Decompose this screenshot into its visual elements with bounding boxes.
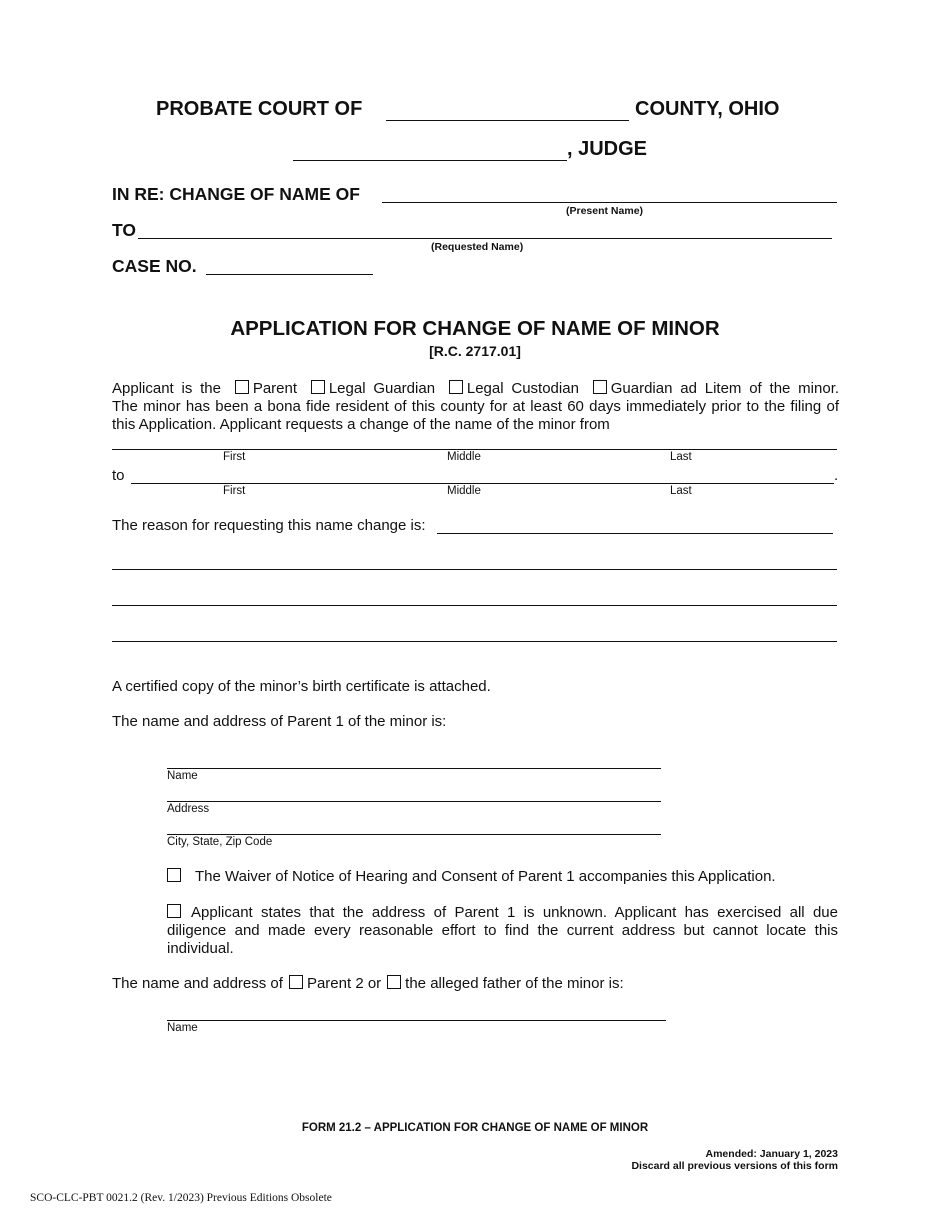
parent2-name-field[interactable] [167, 1020, 666, 1021]
parent1-city-field[interactable] [167, 834, 661, 835]
case-no-field[interactable] [206, 274, 373, 275]
court-prefix: PROBATE COURT OF [156, 98, 363, 120]
alleged-father-checkbox[interactable] [387, 975, 401, 989]
parent2-intro-row [112, 975, 624, 993]
present-middle-caption: Middle [447, 451, 481, 463]
parent1-intro: The name and address of Parent 1 of the minor is: [112, 713, 447, 730]
county-field[interactable] [386, 120, 629, 121]
present-last-caption: Last [670, 451, 692, 463]
to-name-period: . [834, 467, 839, 484]
parent1-address-field[interactable] [167, 801, 661, 802]
reason-label: The reason for requesting this name change is: [112, 517, 426, 534]
reason-line-1[interactable] [437, 533, 833, 534]
requested-first-caption: First [223, 485, 246, 497]
footer-form-title: FORM 21.2 – APPLICATION FOR CHANGE OF NAME OF MINOR [301, 1122, 649, 1134]
parent1-unknown-row [167, 904, 838, 958]
requested-middle-caption: Middle [447, 485, 481, 497]
present-name-caption: (Present Name) [566, 205, 644, 217]
residency-text: The minor has been a bona fide resident of this county for at least 60 days immediately prior to the filing of this Application. Applicant requests a change of the name of the minor from [112, 398, 839, 433]
guardian-ad-litem-checkbox[interactable] [593, 380, 607, 394]
applicant-type-line [112, 380, 839, 398]
in-re-label: IN RE: CHANGE OF NAME OF [112, 184, 360, 204]
alleged-father-option-label: the alleged father of the minor is: [405, 975, 624, 992]
reason-line-2[interactable] [112, 569, 837, 570]
birth-certificate-text: A certified copy of the minor’s birth certificate is attached. [112, 678, 491, 695]
requested-name-caption: (Requested Name) [431, 241, 524, 253]
parent2-option-label: Parent 2 or [306, 975, 382, 992]
to-name-label: to [112, 467, 125, 484]
parent1-waiver-row [167, 868, 776, 886]
parent1-waiver-text: The Waiver of Notice of Hearing and Consent of Parent 1 accompanies this Application. [195, 868, 776, 885]
parent-option-label: Parent [252, 380, 298, 397]
discard-notice: Discard all previous versions of this form [631, 1160, 838, 1172]
parent1-unknown-text: Applicant states that the address of Parent 1 is unknown. Applicant has exercised all due diligence and made every reasonable effort to find the current address but cannot locate this individual. [167, 904, 838, 957]
parent1-unknown-checkbox[interactable] [167, 904, 181, 918]
legal-custodian-checkbox[interactable] [449, 380, 463, 394]
judge-suffix: , JUDGE [567, 138, 648, 160]
parent1-city-label: City, State, Zip Code [167, 836, 273, 848]
reason-line-3[interactable] [112, 605, 837, 606]
minor-present-name-field[interactable] [112, 449, 837, 450]
case-no-label: CASE NO. [112, 256, 197, 276]
parent2-prefix: The name and address of [112, 975, 283, 992]
parent1-name-field[interactable] [167, 768, 661, 769]
applicant-section [112, 380, 839, 434]
statute-reference: [R.C. 2717.01] [429, 343, 521, 359]
parent1-waiver-checkbox[interactable] [167, 868, 181, 882]
amended-date: Amended: January 1, 2023 [705, 1148, 838, 1160]
form-code: SCO-CLC-PBT 0021.2 (Rev. 1/2023) Previous Editions Obsolete [30, 1192, 332, 1204]
parent-checkbox[interactable] [235, 380, 249, 394]
reason-line-4[interactable] [112, 641, 837, 642]
minor-requested-name-field[interactable] [131, 483, 834, 484]
legal-guardian-checkbox[interactable] [311, 380, 325, 394]
parent1-address-label: Address [167, 803, 210, 815]
to-label: TO [112, 220, 136, 240]
applicant-prefix: Applicant is the [112, 380, 221, 397]
legal-custodian-option-label: Legal Custodian [466, 380, 579, 397]
guardian-ad-litem-option-label: Guardian ad Litem of the minor. [610, 380, 840, 397]
court-suffix: COUNTY, OHIO [635, 98, 780, 120]
judge-name-field[interactable] [293, 160, 567, 161]
parent1-name-label: Name [167, 770, 198, 782]
legal-guardian-option-label: Legal Guardian [328, 380, 436, 397]
requested-name-field[interactable] [138, 238, 832, 239]
requested-last-caption: Last [670, 485, 692, 497]
amendment-block [631, 1148, 838, 1172]
form-title-block [0, 317, 950, 359]
form-title: APPLICATION FOR CHANGE OF NAME OF MINOR [230, 317, 720, 340]
parent2-name-label: Name [167, 1022, 198, 1034]
present-name-field[interactable] [382, 202, 837, 203]
parent2-checkbox[interactable] [289, 975, 303, 989]
present-first-caption: First [223, 451, 246, 463]
